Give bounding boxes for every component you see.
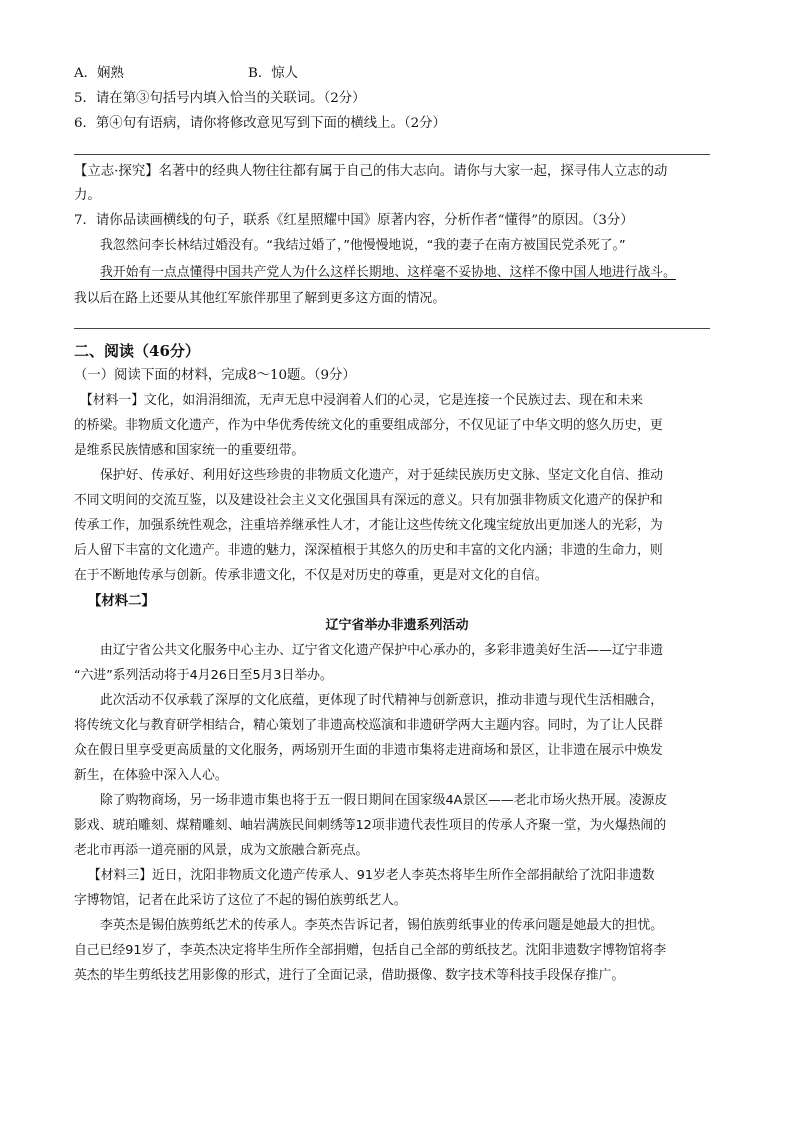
- m1-line-7: 后人留下丰富的文化遗产。非遗的魅力，深深植根于其悠久的历史和丰富的文化内涵；非遗的生命力，则: [74, 543, 663, 558]
- m2-line-1: 由辽宁省公共文化服务中心主办、辽宁省文化遗产保护中心承办的，多彩非遗美好生活——辽宁非遗: [100, 643, 664, 658]
- question-5: 5．请在第③句括号内填入恰当的关联词。（2分）: [74, 91, 366, 106]
- explore-intro-line-1: 【立志·探究】名著中的经典人物往往都有属于自己的伟大志向。请你与大家一起，探寻伟人立志的动: [74, 164, 668, 179]
- m1-line-6: 传承工作，加强系统性观念，注重培养继承性人才，才能让这些传统文化瑰宝绽放出更加迷人的光彩，为: [74, 518, 663, 533]
- section-2-title: 二、阅读（46分）: [74, 342, 200, 360]
- m2-line-5: 众在假日里享受更高质量的文化服务，两场别开生面的非遗市集将走进商场和景区，让非遗在展示中焕发: [74, 743, 663, 758]
- m1-line-3: 是维系民族情感和国家统一的重要纽带。: [74, 443, 305, 458]
- m3-line-2: 字博物馆，记者在此采访了这位了不起的锡伯族剪纸艺人。: [74, 893, 407, 908]
- m1-line-1: 【材料一】文化，如涓涓细流，无声无息中浸润着人们的心灵，它是连接一个民族过去、现在和未来: [80, 393, 644, 408]
- explore-intro-line-2: 力。: [74, 188, 101, 203]
- m2-title: 辽宁省举办非遗系列活动: [325, 618, 469, 633]
- m1-line-8: 在于不断地传承与创新。传承非遗文化，不仅是对历史的尊重，更是对文化的自信。: [74, 568, 548, 583]
- m2-line-8: 影戏、琥珀雕刻、煤精雕刻、岫岩满族民间刺绣等12项非遗代表性项目的传承人齐聚一堂，为火爆热闹的: [74, 818, 667, 833]
- m3-line-3: 李英杰是锡伯族剪纸艺术的传承人。李英杰告诉记者，锡伯族剪纸事业的传承问题是她最大的担忧。: [100, 918, 664, 933]
- m3-line-5: 英杰的毕生剪纸技艺用影像的形式，进行了全面记录，借助摄像、数字技术等科技手段保存推广。: [74, 968, 625, 983]
- m1-line-5: 不同文明间的交流互鉴，以及建设社会主义文化强国具有深远的意义。只有加强非物质文化遗产的保护和: [74, 493, 663, 508]
- m3-line-4: 自己已经91岁了，李英杰决定将毕生所作全部捐赠，包括自己全部的剪纸技艺。沈阳非遗数字博物馆将李: [74, 943, 667, 958]
- q4-option-a: A．娴熟: [74, 66, 124, 81]
- m2-line-3: 此次活动不仅承载了深厚的文化底蕴，更体现了时代精神与创新意识，推动非遗与现代生活相融合，: [100, 693, 664, 708]
- question-6: 6．第④句有语病，请你将修改意见写到下面的横线上。（2分）: [74, 116, 446, 131]
- question-7: 7．请你品读画横线的句子，联系《红星照耀中国》原著内容，分析作者“懂得”的原因。（3分）: [74, 213, 634, 228]
- q7-quote-line-3: 我以后在路上还要从其他红军旅伴那里了解到更多这方面的情况。: [74, 291, 446, 306]
- answer-line-q6: [74, 154, 710, 155]
- m2-line-7: 除了购物商场，另一场非遗市集也将于五一假日期间在国家级4A景区——老北市场火热开展。凌源皮: [100, 793, 668, 808]
- m1-line-4: 保护好、传承好、利用好这些珍贵的非物质文化遗产，对于延续民族历史文脉、坚定文化自信、推动: [100, 468, 664, 483]
- m2-line-9: 老北市再添一道亮丽的风景，成为文旅融合新亮点。: [74, 843, 369, 858]
- m2-line-2: “六进”系列活动将于4月26日至5月3日举办。: [74, 668, 333, 683]
- m3-line-1: 【材料三】近日，沈阳非物质文化遗产传承人、91岁老人李英杰将毕生所作全部捐献给了沈阳非遗数: [88, 868, 655, 883]
- part-1-instruction: （一）阅读下面的材料，完成8～10题。（9分）: [74, 368, 356, 383]
- answer-line-q7: [74, 328, 710, 329]
- q7-quote-underlined: 我开始有一点点懂得中国共产党人为什么这样长期地、这样毫不妥协地、这样不像中国人地进行战斗。: [100, 265, 676, 280]
- q4-option-b: B．惊人: [248, 66, 299, 81]
- q7-quote-line-1: 我忽然问李长林结过婚没有。“我结过婚了，”他慢慢地说，“我的妻子在南方被国民党杀死了。”: [100, 238, 626, 253]
- m2-label: 【材料二】: [88, 593, 155, 609]
- m2-line-6: 新生，在体验中深入人心。: [74, 768, 228, 783]
- m1-line-2: 的桥梁。非物质文化遗产，作为中华优秀传统文化的重要组成部分，不仅见证了中华文明的悠久历史，更: [74, 418, 663, 433]
- m2-line-4: 将传统文化与教育研学相结合，精心策划了非遗高校巡演和非遗研学两大主题内容。同时，为了让人民群: [74, 718, 663, 733]
